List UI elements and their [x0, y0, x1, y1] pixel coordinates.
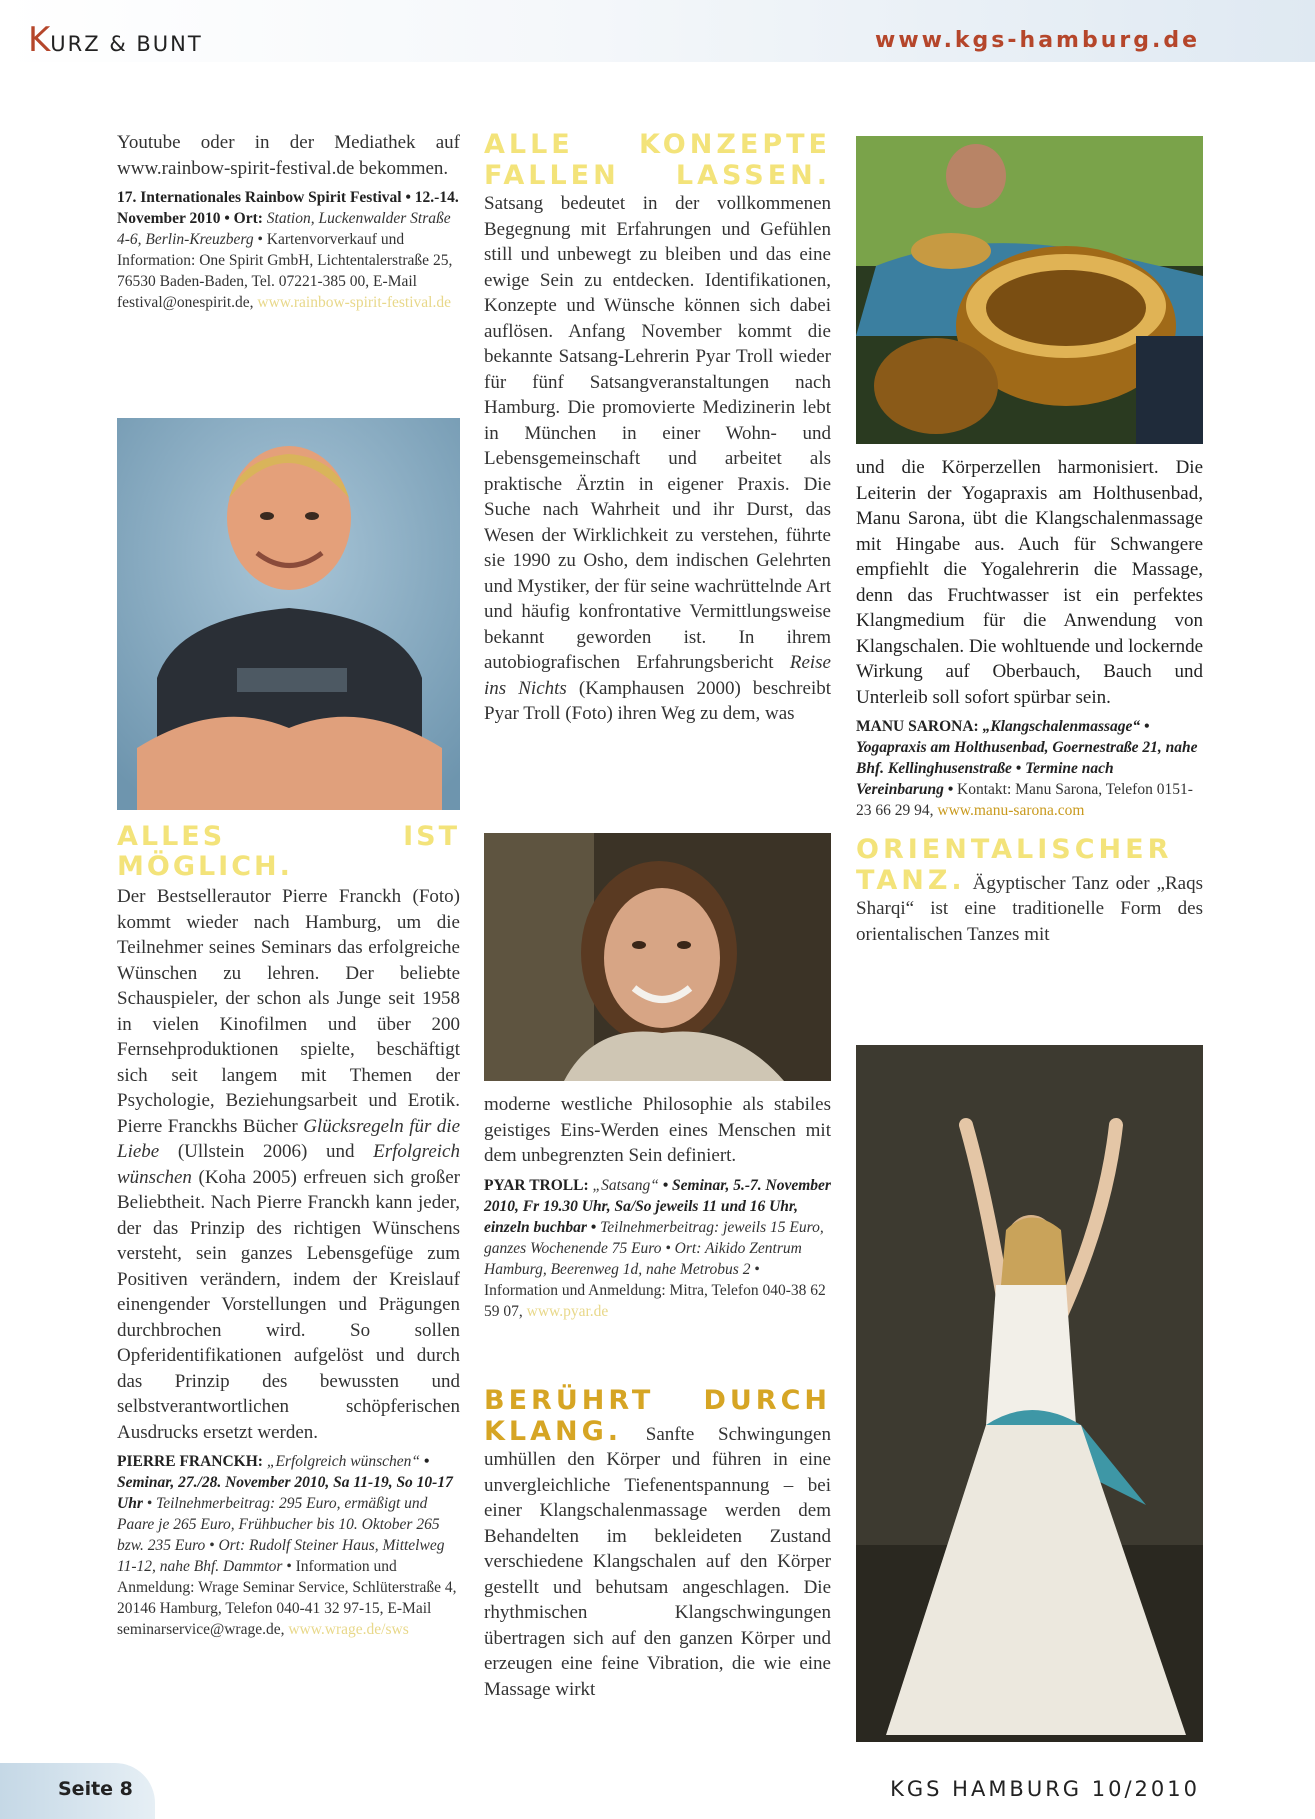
article-body-end: (Koha 2005) erfreuen sich großer Beliebtheit. Nach Pierre Franckh kann jeder, der das Prinzip des richtigen Wünschens versteht, sein ganzes Lebensgefüge zum Positiven verändern, indem der Kreislauf einengender Vorstellungen und Prägungen durchbrochen wird. So sollen Opferidentifikationen aufgelöst und durch das Prinzip des bewussten und selbstverantwortlichen schöpferischen Ausdrucks ersetzt werden. [117, 1166, 460, 1443]
info-contact: • Information und Anmeldung: Wrage Seminar Service, Schlüterstraße 4, 20146 Hamburg, Telefon 040-41 32 97-15, E-Mail seminarservice@wrage.de, [117, 1558, 457, 1638]
site-url[interactable]: www.kgs-hamburg.de [875, 28, 1200, 53]
pierre-franckh-info [117, 1451, 460, 1640]
info-name: MANU SARONA: [856, 718, 979, 735]
satsang-article [484, 130, 831, 727]
satsang-conclusion: moderne westliche Philosophie als stabiles geistiges Eins-Werden eines Menschen mit dem unbegrenzten Sein definiert. [484, 1094, 831, 1166]
manu-sarona-link[interactable]: www.manu-sarona.com [937, 802, 1085, 819]
klang-continuation: und die Körperzellen harmonisiert. Die Leiterin der Yogapraxis am Holthusenbad, Manu Sarona, übt die Klangschalenmassage mit Hingabe aus. Auch für Schwangere empfiehlt die Yogalehrerin die Massage, denn das Fruchtwasser ist ein perfektes Klangmedium für die Anwendung von Klangschalen. Die wohltuende und lockernde Wirkung auf Oberbauch, Bauch und Unterleib soll sofort spürbar sein. [856, 457, 1203, 708]
info-title: „Satsang“ [592, 1176, 659, 1194]
pyar-troll-info [484, 1175, 831, 1322]
headline-alles-ist-moeglich: ALLES IST MÖGLICH. [117, 821, 460, 882]
pierre-franckh-photo [117, 418, 460, 810]
pierre-franckh-article [117, 884, 460, 1445]
intro-paragraph: Youtube oder in der Mediathek auf www.rainbow-spirit-festival.de bekommen. [117, 132, 460, 179]
wrage-link[interactable]: www.wrage.de/sws [288, 1621, 409, 1638]
info-seminar-dates: • Seminar, 27./28. November 2010, Sa 11-19, So 10-17 Uhr [117, 1453, 453, 1512]
pyar-link[interactable]: www.pyar.de [526, 1302, 609, 1320]
festival-info-title: 17. Internationales Rainbow Spirit Festival • 12.-14. November 2010 • Ort: [117, 189, 459, 227]
headline-orientalischer-tanz: ORIENTALISCHER TANZ. [856, 834, 1173, 896]
festival-info-venue: Station, Luckenwalder Straße 4-6, Berlin-Kreuzberg [117, 210, 451, 248]
info-contact: Kontakt: Manu Sarona, Telefon 0151-23 66 29 94, [856, 781, 1193, 819]
section-label [28, 20, 203, 60]
book-title-glucksregeln: Glücksregeln für die Liebe [117, 1115, 461, 1162]
info-dates: • Seminar, 5.-7. November 2010, Fr 19.30 Uhr, Sa/So jeweils 11 und 16 Uhr, einzeln buchbar • [484, 1176, 831, 1236]
info-name: PIERRE FRANCKH: [117, 1453, 263, 1470]
info-seminar-title: „Erfolgreich wünschen“ [266, 1453, 420, 1470]
klang-body: Sanfte Schwingungen umhüllen den Körper und führen in eine unvergleichliche Tiefenentspannung – bei einer Klangschalenmassage werden dem Behandelten im bekleideten Zustand verschiedene Klangschalen auf den Körper gestellt und behutsam angeschlagen. Die rhythmischen Klangschwingungen übertragen sich auf den ganzen Körper und erzeugen eine feine Vibration, die wie eine Massage wirkt [484, 1423, 831, 1700]
singing-bowl-photo [856, 136, 1203, 444]
book-title-reise: Reise ins Nichts [484, 652, 831, 699]
issue-label: KGS HAMBURG 10/2010 [890, 1777, 1200, 1801]
festival-link[interactable]: www.rainbow-spirit-festival.de [257, 294, 451, 311]
klang-article [484, 1386, 831, 1702]
section-initial: K [28, 20, 51, 60]
column-2-top [484, 130, 831, 733]
info-fees-venue: • Teilnehmerbeitrag: 295 Euro, ermäßigt und Paare je 265 Euro, Frühbucher bis 10. Oktober 265 bzw. 235 Euro • Ort: Rudolf Steiner Haus, Mittelweg 11-12, nahe Bhf. Dammtor [117, 1495, 445, 1575]
column-1-article [117, 822, 460, 1640]
info-details: „Klangschalenmassage“ • Yogapraxis am Holthusenbad, Goernestraße 21, nahe Bhf. Kellinghusenstraße • Termine nach Vereinbarung • [856, 718, 1198, 798]
headline-beruehrt-durch-klang: BERÜHRT DURCH KLANG. [484, 1385, 831, 1447]
festival-info [117, 187, 460, 313]
headline-alle-konzepte: ALLE KONZEPTE FALLEN LASSEN. [484, 129, 831, 191]
tanz-body: Ägyptischer Tanz oder „Raqs Sharqi“ ist eine traditionelle Form des orientalischen Tanzes mit [856, 872, 1203, 945]
column-2-mid [484, 1092, 831, 1322]
section-name: URZ & BUNT [50, 32, 203, 56]
article-body-mid: (Ullstein 2006) und [177, 1141, 355, 1162]
satsang-body: Satsang bedeutet in der vollkommenen Begegnung mit Erfahrungen und Gefühlen still und unbewegt zu bleiben und das eine ewige Sein zu entdecken. Identifikationen, Konzepte und Wünsche können sich dabei auflösen. Anfang November kommt die bekannte Satsang-Lehrerin Pyar Troll wieder für fünf Satsangveranstaltungen nach Hamburg. Die promovierte Medizinerin lebt in München in einer Wohn- und Lebensgemeinschaft und arbeitet als praktische Ärztin in eigener Praxis. Die Suche nach Wahrheit und ihr Durst, das Wesen der Wirklichkeit zu verstehen, führte sie 1990 zu Osho, dem indischen Gelehrten und Mystiker, der für seine wachrüttelnde Art und häufig konfrontative Vermittlungsweise bekannt geworden ist. In ihrem autobiografischen Erfahrungsbericht [484, 193, 831, 673]
satsang-body-end: (Kamphausen 2000) beschreibt Pyar Troll (Foto) ihren Weg zu dem, was [484, 677, 831, 724]
info-contact: • Information und Anmeldung: Mitra, Telefon 040-38 62 59 07, [484, 1260, 826, 1320]
book-title-erfolgreich: Erfolgreich wünschen [117, 1141, 460, 1188]
manu-sarona-info [856, 716, 1203, 821]
belly-dancer-photo [856, 1045, 1203, 1742]
article-body: Der Bestsellerautor Pierre Franckh (Foto) kommt wieder nach Hamburg, um die Teilnehmer seines Seminars das erfolgreiche Wünschen zu lehren. Der beliebte Schauspieler, der schon als Junge seit 1958 in vielen Kinofilmen und über 200 Fernsehproduktionen spielte, beschäftigt sich seit langem mit Themen der Psychologie, Beziehungsarbeit und Erotik. Pierre Franckhs Bücher [117, 886, 460, 1137]
info-name: PYAR TROLL: [484, 1176, 589, 1194]
pyar-troll-photo [484, 833, 831, 1081]
festival-info-contact: • Kartenvorverkauf und Information: One Spirit GmbH, Lichtentalerstraße 25, 76530 Baden-Baden, Tel. 07221-385 00, E-Mail festival@onespirit.de, [117, 231, 453, 311]
column-2-klang [484, 1386, 831, 1708]
info-fees-venue: Teilnehmerbeitrag: jeweils 15 Euro, ganzes Wochenende 75 Euro • Ort: Aikido Zentrum Hamburg, Beerenweg 1d, nahe Metrobus 2 [484, 1218, 824, 1278]
tanz-article [856, 835, 1203, 947]
column-1-top [117, 130, 460, 313]
column-3-text [856, 455, 1203, 953]
page-number: Seite 8 [58, 1778, 133, 1800]
